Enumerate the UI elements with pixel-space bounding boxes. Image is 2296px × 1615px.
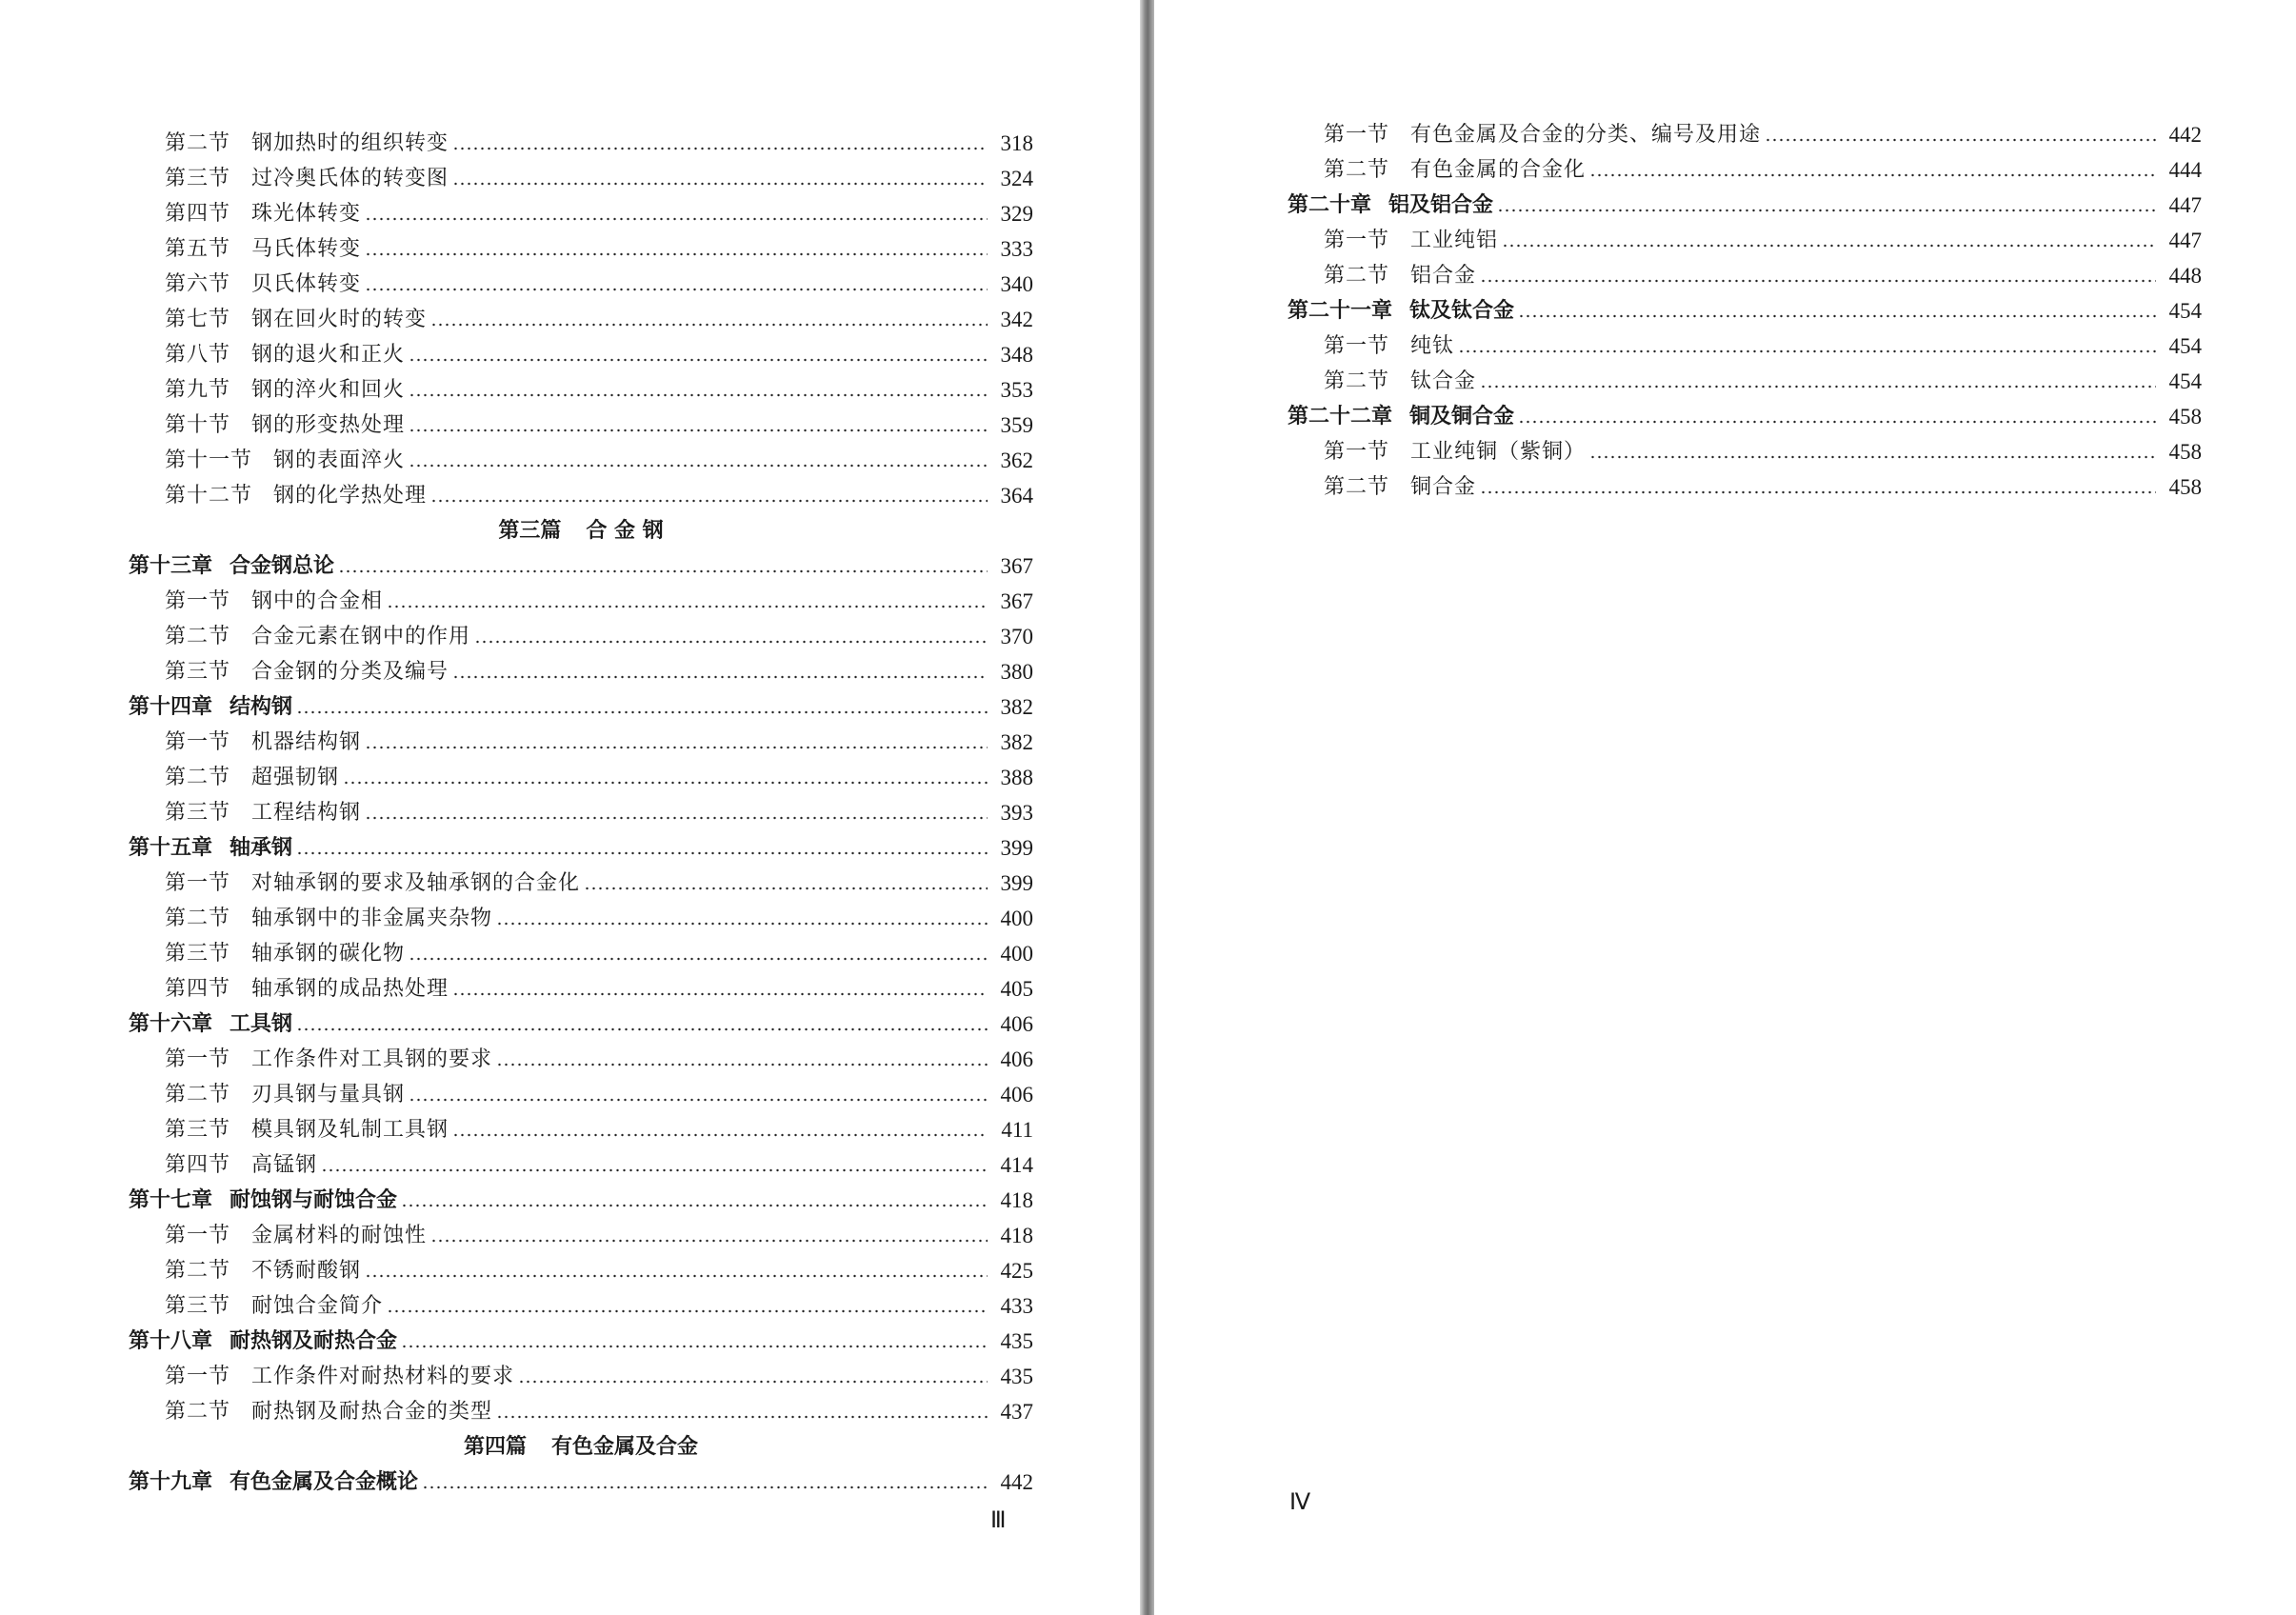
part-label: 第三篇	[498, 519, 562, 543]
dot-leader	[387, 1309, 988, 1313]
dot-leader	[365, 1274, 988, 1278]
dot-leader	[365, 252, 988, 256]
toc-section-entry[interactable]	[1288, 148, 2202, 183]
dot-leader	[343, 781, 988, 785]
dot-leader	[452, 182, 988, 186]
section-title: 工作条件对耐热材料的要求	[251, 1365, 515, 1388]
toc-section-entry[interactable]	[129, 297, 1033, 332]
section-title: 铜合金	[1410, 475, 1477, 499]
page-number: 458	[2168, 440, 2202, 464]
page-number: 388	[1000, 766, 1033, 789]
section-number: 第三节	[165, 1118, 231, 1142]
section-number: 第九节	[165, 378, 231, 402]
toc-chapter-entry[interactable]	[129, 1178, 1033, 1213]
toc-section-entry[interactable]	[129, 790, 1033, 826]
toc-section-entry[interactable]	[129, 1072, 1033, 1107]
chapter-number: 第二十一章	[1288, 299, 1393, 323]
dot-leader	[430, 1239, 988, 1243]
toc-section-entry[interactable]	[129, 1213, 1033, 1248]
page-folio-left: Ⅲ	[990, 1508, 1007, 1533]
page-number: 340	[1000, 272, 1033, 296]
page-number: 400	[1000, 907, 1033, 930]
section-title: 钢的淬火和回火	[251, 378, 406, 402]
section-number: 第十一节	[165, 449, 253, 472]
toc-chapter-entry[interactable]	[129, 826, 1033, 861]
page-number: 393	[1000, 801, 1033, 825]
toc-part-heading	[129, 1425, 1033, 1460]
part-title: 有色金属及合金	[551, 1435, 699, 1459]
toc-section-entry[interactable]	[129, 861, 1033, 896]
toc-section-entry[interactable]	[129, 1248, 1033, 1284]
dot-leader	[296, 1027, 988, 1031]
section-number: 第一节	[165, 1047, 231, 1071]
page-number: 411	[1001, 1118, 1033, 1142]
section-number: 第三节	[165, 801, 231, 825]
section-number: 第五节	[165, 237, 231, 261]
section-title: 刃具钢与量具钢	[251, 1083, 406, 1107]
section-title: 工作条件对工具钢的要求	[251, 1047, 493, 1071]
section-number: 第二节	[165, 131, 231, 155]
dot-leader	[1480, 490, 2156, 494]
page-number: 359	[1000, 413, 1033, 437]
section-number: 第四节	[165, 1153, 231, 1177]
toc-part-heading	[129, 508, 1033, 544]
section-number: 第二节	[165, 1259, 231, 1283]
toc-section-entry[interactable]	[129, 191, 1033, 227]
section-title: 有色金属的合金化	[1410, 158, 1587, 182]
page-number: 418	[1000, 1188, 1033, 1212]
section-title: 钢的化学热处理	[273, 484, 428, 508]
section-number: 第一节	[165, 730, 231, 754]
dot-leader	[409, 358, 988, 362]
section-title: 工业纯铜（紫铜）	[1410, 440, 1587, 464]
section-number: 第一节	[165, 871, 231, 895]
dot-leader	[496, 1063, 988, 1067]
page-number: 425	[1000, 1259, 1033, 1283]
section-number: 第二节	[165, 907, 231, 930]
toc-section-entry[interactable]	[129, 1037, 1033, 1072]
page-number: 324	[1000, 167, 1033, 190]
toc-section-entry[interactable]	[129, 262, 1033, 297]
chapter-title: 轴承钢	[230, 836, 293, 860]
page-number: 447	[2168, 229, 2202, 252]
section-number: 第一节	[165, 1224, 231, 1247]
toc-section-entry[interactable]	[1288, 324, 2202, 359]
toc-chapter-entry[interactable]	[1288, 289, 2202, 324]
page-folio-right: Ⅳ	[1289, 1490, 1311, 1515]
toc-chapter-entry[interactable]	[129, 544, 1033, 579]
dot-leader	[401, 1204, 988, 1207]
dot-leader	[296, 851, 988, 855]
chapter-number: 第十五章	[129, 836, 213, 860]
chapter-title: 铜及铜合金	[1409, 405, 1515, 429]
dot-leader	[409, 429, 988, 432]
part-label: 第四篇	[463, 1435, 527, 1459]
page-number: 367	[1000, 589, 1033, 613]
section-number: 第二节	[1324, 369, 1390, 393]
toc-section-entry[interactable]	[129, 1284, 1033, 1319]
chapter-number: 第十三章	[129, 554, 213, 578]
page-number: 367	[1000, 554, 1033, 578]
chapter-number: 第二十二章	[1288, 405, 1393, 429]
section-number: 第三节	[165, 1294, 231, 1318]
toc-section-entry[interactable]	[129, 755, 1033, 790]
toc-section-entry[interactable]	[1288, 359, 2202, 394]
chapter-number: 第十四章	[129, 695, 213, 719]
toc-chapter-entry[interactable]	[129, 1460, 1033, 1495]
dot-leader	[365, 746, 988, 749]
dot-leader	[365, 288, 988, 291]
dot-leader	[365, 816, 988, 820]
right-page	[1154, 0, 2296, 1615]
section-title: 钢加热时的组织转变	[251, 131, 449, 155]
section-number: 第二节	[1324, 475, 1390, 499]
dot-leader	[430, 323, 988, 327]
page-number: 353	[1000, 378, 1033, 402]
section-title: 耐热钢及耐热合金的类型	[251, 1400, 493, 1424]
section-title: 有色金属及合金的分类、编号及用途	[1410, 123, 1762, 147]
section-title: 耐蚀合金简介	[251, 1294, 384, 1318]
section-title: 模具钢及轧制工具钢	[251, 1118, 449, 1142]
section-number: 第三节	[165, 660, 231, 684]
section-number: 第二节	[165, 1400, 231, 1424]
dot-leader	[430, 499, 988, 503]
toc-chapter-entry[interactable]	[129, 1319, 1033, 1354]
toc-section-entry[interactable]	[1288, 465, 2202, 500]
chapter-number: 第十九章	[129, 1470, 213, 1494]
book-gutter	[1140, 0, 1154, 1615]
toc-section-entry[interactable]	[1288, 218, 2202, 253]
page-number: 399	[1000, 871, 1033, 895]
page-number: 418	[1000, 1224, 1033, 1247]
chapter-title: 结构钢	[230, 695, 293, 719]
page-number: 444	[2168, 158, 2202, 182]
dot-leader	[338, 569, 988, 573]
section-title: 高锰钢	[251, 1153, 318, 1177]
toc-section-entry[interactable]	[129, 579, 1033, 614]
chapter-number: 第十七章	[129, 1188, 213, 1212]
toc-section-entry[interactable]	[129, 227, 1033, 262]
chapter-number: 第十六章	[129, 1012, 213, 1036]
section-title: 工程结构钢	[251, 801, 362, 825]
section-title: 不锈耐酸钢	[251, 1259, 362, 1283]
page-number: 454	[2168, 334, 2202, 358]
page-number: 458	[2168, 405, 2202, 429]
toc-section-entry[interactable]	[129, 332, 1033, 368]
page-number: 333	[1000, 237, 1033, 261]
section-number: 第二节	[1324, 264, 1390, 288]
left-page	[0, 0, 1140, 1615]
dot-leader	[1589, 173, 2156, 177]
chapter-title: 耐热钢及耐热合金	[230, 1329, 398, 1353]
page-number: 454	[2168, 369, 2202, 393]
section-number: 第八节	[165, 343, 231, 367]
dot-leader	[409, 393, 988, 397]
chapter-title: 工具钢	[230, 1012, 293, 1036]
dot-leader	[1458, 349, 2156, 353]
dot-leader	[321, 1168, 988, 1172]
page-number: 447	[2168, 193, 2202, 217]
dot-leader	[409, 1098, 988, 1102]
section-number: 第二节	[165, 625, 231, 648]
page-number: 458	[2168, 475, 2202, 499]
dot-leader	[365, 217, 988, 221]
page-number: 414	[1000, 1153, 1033, 1177]
page-number: 329	[1000, 202, 1033, 226]
chapter-title: 耐蚀钢与耐蚀合金	[230, 1188, 398, 1212]
page-number: 400	[1000, 942, 1033, 966]
toc-section-entry[interactable]	[129, 156, 1033, 191]
toc-section-entry[interactable]	[129, 614, 1033, 649]
toc-chapter-entry[interactable]	[129, 685, 1033, 720]
page-number: 370	[1000, 625, 1033, 648]
section-number: 第一节	[1324, 334, 1390, 358]
section-title: 钛合金	[1410, 369, 1477, 393]
page-number: 406	[1000, 1047, 1033, 1071]
dot-leader	[452, 147, 988, 150]
page-number: 380	[1000, 660, 1033, 684]
toc-section-entry[interactable]	[129, 649, 1033, 685]
dot-leader	[409, 464, 988, 468]
section-number: 第一节	[1324, 229, 1390, 252]
toc-section-entry[interactable]	[129, 403, 1033, 438]
section-title: 轴承钢的碳化物	[251, 942, 406, 966]
toc-chapter-entry[interactable]	[1288, 394, 2202, 429]
dot-leader	[422, 1485, 988, 1489]
section-title: 钢的形变热处理	[251, 413, 406, 437]
dot-leader	[387, 605, 988, 608]
page-number: 435	[1000, 1329, 1033, 1353]
dot-leader	[409, 957, 988, 961]
section-title: 机器结构钢	[251, 730, 362, 754]
dot-leader	[452, 992, 988, 996]
chapter-title: 有色金属及合金概论	[230, 1470, 419, 1494]
section-title: 纯钛	[1410, 334, 1455, 358]
section-title: 超强韧钢	[251, 766, 340, 789]
page-number: 364	[1000, 484, 1033, 508]
toc-section-entry[interactable]	[129, 1107, 1033, 1143]
toc-section-entry[interactable]	[129, 1143, 1033, 1178]
page-number: 406	[1000, 1012, 1033, 1036]
part-title: 合 金 钢	[586, 519, 664, 543]
page-number: 433	[1000, 1294, 1033, 1318]
dot-leader	[1502, 244, 2156, 248]
section-number: 第十二节	[165, 484, 253, 508]
page-number: 382	[1000, 695, 1033, 719]
section-title: 铝合金	[1410, 264, 1477, 288]
toc-section-entry[interactable]	[1288, 253, 2202, 289]
table-of-contents-right	[1288, 112, 2202, 500]
chapter-title: 铝及铝合金	[1388, 193, 1494, 217]
chapter-number: 第二十章	[1288, 193, 1372, 217]
section-title: 马氏体转变	[251, 237, 362, 261]
toc-section-entry[interactable]	[129, 931, 1033, 967]
dot-leader	[452, 675, 988, 679]
section-number: 第四节	[165, 202, 231, 226]
section-number: 第二节	[165, 766, 231, 789]
page-number: 448	[2168, 264, 2202, 288]
section-number: 第三节	[165, 942, 231, 966]
dot-leader	[1518, 314, 2156, 318]
section-title: 钢中的合金相	[251, 589, 384, 613]
section-number: 第一节	[1324, 440, 1390, 464]
dot-leader	[1518, 420, 2156, 424]
page-number: 362	[1000, 449, 1033, 472]
section-number: 第七节	[165, 308, 231, 331]
section-title: 对轴承钢的要求及轴承钢的合金化	[251, 871, 581, 895]
section-title: 合金钢的分类及编号	[251, 660, 449, 684]
section-title: 合金元素在钢中的作用	[251, 625, 471, 648]
dot-leader	[584, 887, 988, 890]
dot-leader	[1480, 385, 2156, 389]
dot-leader	[1589, 455, 2156, 459]
toc-section-entry[interactable]	[129, 121, 1033, 156]
section-title: 贝氏体转变	[251, 272, 362, 296]
toc-section-entry[interactable]	[1288, 429, 2202, 465]
dot-leader	[474, 640, 988, 644]
page-number: 399	[1000, 836, 1033, 860]
dot-leader	[496, 1415, 988, 1419]
page-number: 406	[1000, 1083, 1033, 1107]
section-number: 第二节	[165, 1083, 231, 1107]
chapter-title: 合金钢总论	[230, 554, 335, 578]
page-number: 342	[1000, 308, 1033, 331]
section-number: 第二节	[1324, 158, 1390, 182]
toc-section-entry[interactable]	[129, 1389, 1033, 1425]
page-number: 382	[1000, 730, 1033, 754]
page-number: 442	[1000, 1470, 1033, 1494]
table-of-contents-left	[129, 121, 1033, 1495]
page-number: 348	[1000, 343, 1033, 367]
toc-section-entry[interactable]	[129, 896, 1033, 931]
chapter-number: 第十八章	[129, 1329, 213, 1353]
page-number: 435	[1000, 1365, 1033, 1388]
toc-chapter-entry[interactable]	[1288, 183, 2202, 218]
dot-leader	[452, 1133, 988, 1137]
dot-leader	[401, 1345, 988, 1348]
section-number: 第四节	[165, 977, 231, 1001]
section-number: 第一节	[1324, 123, 1390, 147]
toc-section-entry[interactable]	[129, 368, 1033, 403]
section-title: 钢在回火时的转变	[251, 308, 428, 331]
section-number: 第六节	[165, 272, 231, 296]
dot-leader	[1480, 279, 2156, 283]
section-title: 金属材料的耐蚀性	[251, 1224, 428, 1247]
section-title: 工业纯铝	[1410, 229, 1499, 252]
toc-section-entry[interactable]	[129, 720, 1033, 755]
section-title: 轴承钢中的非金属夹杂物	[251, 907, 493, 930]
page-number: 437	[1000, 1400, 1033, 1424]
toc-section-entry[interactable]	[129, 473, 1033, 508]
section-number: 第一节	[165, 1365, 231, 1388]
toc-section-entry[interactable]	[129, 1354, 1033, 1389]
dot-leader	[518, 1380, 988, 1384]
toc-section-entry[interactable]	[129, 438, 1033, 473]
toc-section-entry[interactable]	[1288, 112, 2202, 148]
section-title: 钢的退火和正火	[251, 343, 406, 367]
toc-section-entry[interactable]	[129, 967, 1033, 1002]
dot-leader	[1765, 138, 2156, 142]
page-number: 442	[2168, 123, 2202, 147]
toc-chapter-entry[interactable]	[129, 1002, 1033, 1037]
section-number: 第三节	[165, 167, 231, 190]
page-number: 405	[1000, 977, 1033, 1001]
section-title: 轴承钢的成品热处理	[251, 977, 449, 1001]
section-number: 第十节	[165, 413, 231, 437]
dot-leader	[296, 710, 988, 714]
dot-leader	[1497, 209, 2156, 212]
section-title: 钢的表面淬火	[273, 449, 406, 472]
chapter-title: 钛及钛合金	[1409, 299, 1515, 323]
dot-leader	[496, 922, 988, 926]
section-number: 第一节	[165, 589, 231, 613]
page-number: 454	[2168, 299, 2202, 323]
page-number: 318	[1000, 131, 1033, 155]
section-title: 珠光体转变	[251, 202, 362, 226]
section-title: 过冷奥氏体的转变图	[251, 167, 449, 190]
